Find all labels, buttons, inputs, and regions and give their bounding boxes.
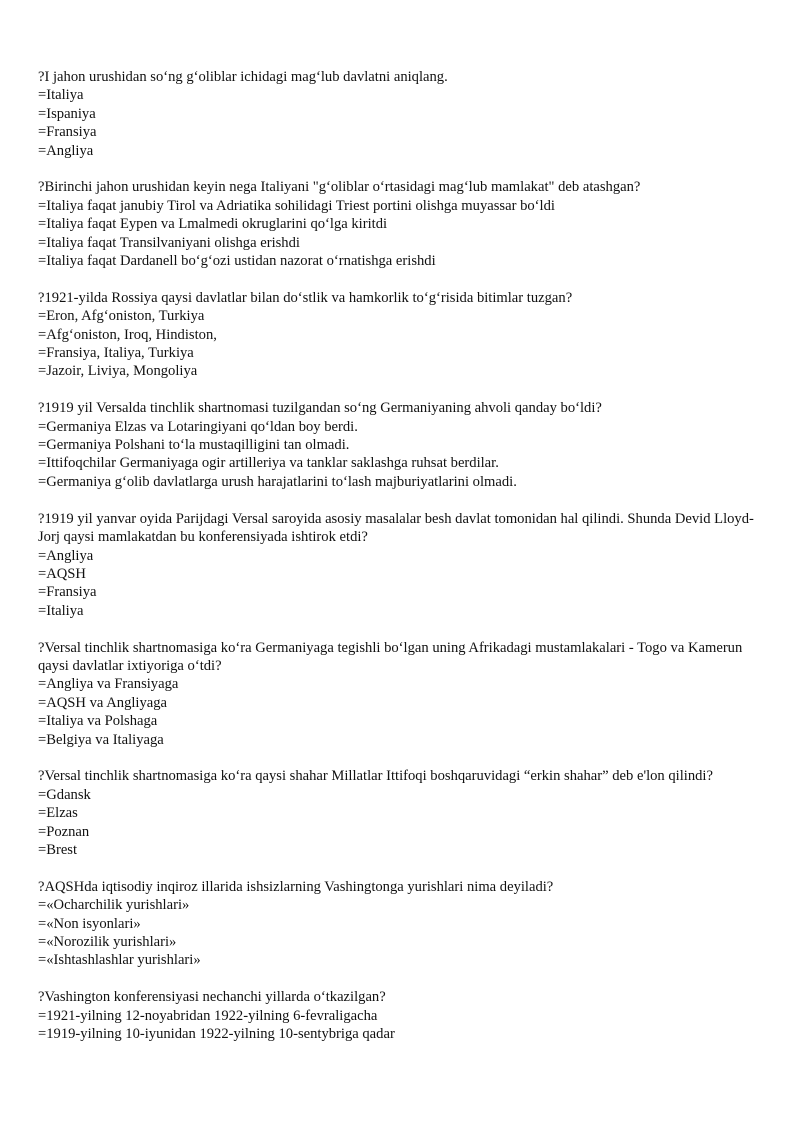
question-block — [38, 988, 764, 1043]
answer-option: =Italiya faqat janubiy Tirol va Adriatika sohilidagi Triest portini olishga muyassar bo‘ldi — [38, 197, 555, 214]
answer-option: =Fransiya — [38, 124, 97, 141]
question-block — [38, 178, 764, 270]
question-block — [38, 68, 764, 160]
answer-option: =«Ishtashlashlar yurishlari» — [38, 952, 201, 969]
answer-option: =Gdansk — [38, 786, 91, 803]
answer-option: =Italiya faqat Dardanell bo‘g‘ozi ustidan nazorat o‘rnatishga erishdi — [38, 253, 436, 270]
question-block — [38, 767, 764, 859]
answer-option: =Poznan — [38, 823, 90, 840]
answer-option: =Elzas — [38, 805, 78, 822]
question-text: ?AQSHda iqtisodiy inqiroz illarida ishsizlarning Vashingtonga yurishlari nima deyiladi? — [38, 878, 554, 895]
answer-option: =Italiya va Polshaga — [38, 713, 158, 730]
question-block — [38, 289, 764, 381]
question-text: ?1919 yil Versalda tinchlik shartnomasi tuzilgandan so‘ng Germaniyaning ahvoli qanday bo‘ldi? — [38, 400, 602, 417]
question-block — [38, 399, 764, 491]
question-text: ?Vashington konferensiyasi nechanchi yillarda o‘tkazilgan? — [38, 989, 386, 1006]
answer-option: =Italiya faqat Transilvaniyani olishga erishdi — [38, 234, 300, 251]
answer-option: =Brest — [38, 841, 78, 858]
question-list — [38, 68, 764, 1062]
answer-option: =Ittifoqchilar Germaniyaga ogir artilleriya va tanklar saklashga ruhsat berdilar. — [38, 455, 499, 472]
answer-option: =Belgiya va Italiyaga — [38, 731, 164, 748]
answer-option: =Afg‘oniston, Iroq, Hindiston, — [38, 326, 217, 343]
answer-option: =Jazoir, Liviya, Mongoliya — [38, 363, 198, 380]
answer-option: =Italiya — [38, 87, 84, 104]
question-text: ?I jahon urushidan so‘ng g‘oliblar ichidagi mag‘lub davlatni aniqlang. — [38, 69, 448, 85]
answer-option: =Fransiya, Italiya, Turkiya — [38, 345, 194, 362]
question-text: ?Versal tinchlik shartnomasiga ko‘ra Germaniyaga tegishli bo‘lgan uning Afrikadagi mustamlakalari - Togo va Kamerun qaysi davlatlar ixtiyoriga o‘tdi? — [38, 639, 743, 674]
question-text: ?Versal tinchlik shartnomasiga ko‘ra qaysi shahar Millatlar Ittifoqi boshqaruvidagi “erkin shahar” deb e'lon qilindi? — [38, 768, 713, 785]
question-text: ?1921-yilda Rossiya qaysi davlatlar bilan do‘stlik va hamkorlik to‘g‘risida bitimlar tuzgan? — [38, 289, 573, 306]
question-block — [38, 510, 764, 620]
answer-option: =«Non isyonlari» — [38, 915, 141, 932]
question-block — [38, 878, 764, 970]
answer-option: =Italiya — [38, 602, 84, 619]
question-text: ?1919 yil yanvar oyida Parijdagi Versal saroyida asosiy masalalar besh davlat tomonidan hal qilindi. Shunda Devid Lloyd-Jorj qaysi mamlakatdan bu konferensiyada ishtirok etdi? — [38, 510, 754, 546]
answer-option: =Eron, Afg‘oniston, Turkiya — [38, 308, 205, 325]
answer-option: =AQSH va Angliyaga — [38, 694, 168, 711]
answer-option: =Germaniya g‘olib davlatlarga urush harajatlarini to‘lash majburiyatlarini olmadi. — [38, 473, 517, 490]
question-block — [38, 639, 764, 749]
answer-option: =Angliya va Fransiyaga — [38, 676, 179, 693]
answer-option: =AQSH — [38, 565, 86, 582]
answer-option: =Angliya — [38, 547, 94, 564]
answer-option: =«Ocharchilik yurishlari» — [38, 897, 190, 914]
answer-option: =Germaniya Polshani to‘la mustaqilligini tan olmadi. — [38, 437, 350, 454]
answer-option: =Angliya — [38, 142, 94, 159]
answer-option: =«Norozilik yurishlari» — [38, 933, 177, 950]
answer-option: =1921-yilning 12-noyabridan 1922-yilning 6-fevraligacha — [38, 1007, 378, 1024]
answer-option: =Ispaniya — [38, 105, 96, 122]
answer-option: =1919-yilning 10-iyunidan 1922-yilning 10-sentybriga qadar — [38, 1026, 395, 1042]
answer-option: =Fransiya — [38, 584, 97, 601]
answer-option: =Italiya faqat Eypen va Lmalmedi okruglarini qo‘lga kiritdi — [38, 216, 388, 233]
answer-option: =Germaniya Elzas va Lotaringiyani qo‘ldan boy berdi. — [38, 418, 358, 435]
question-text: ?Birinchi jahon urushidan keyin nega Italiyani "g‘oliblar o‘rtasidagi mag‘lub mamlakat" deb atashgan? — [38, 179, 641, 196]
